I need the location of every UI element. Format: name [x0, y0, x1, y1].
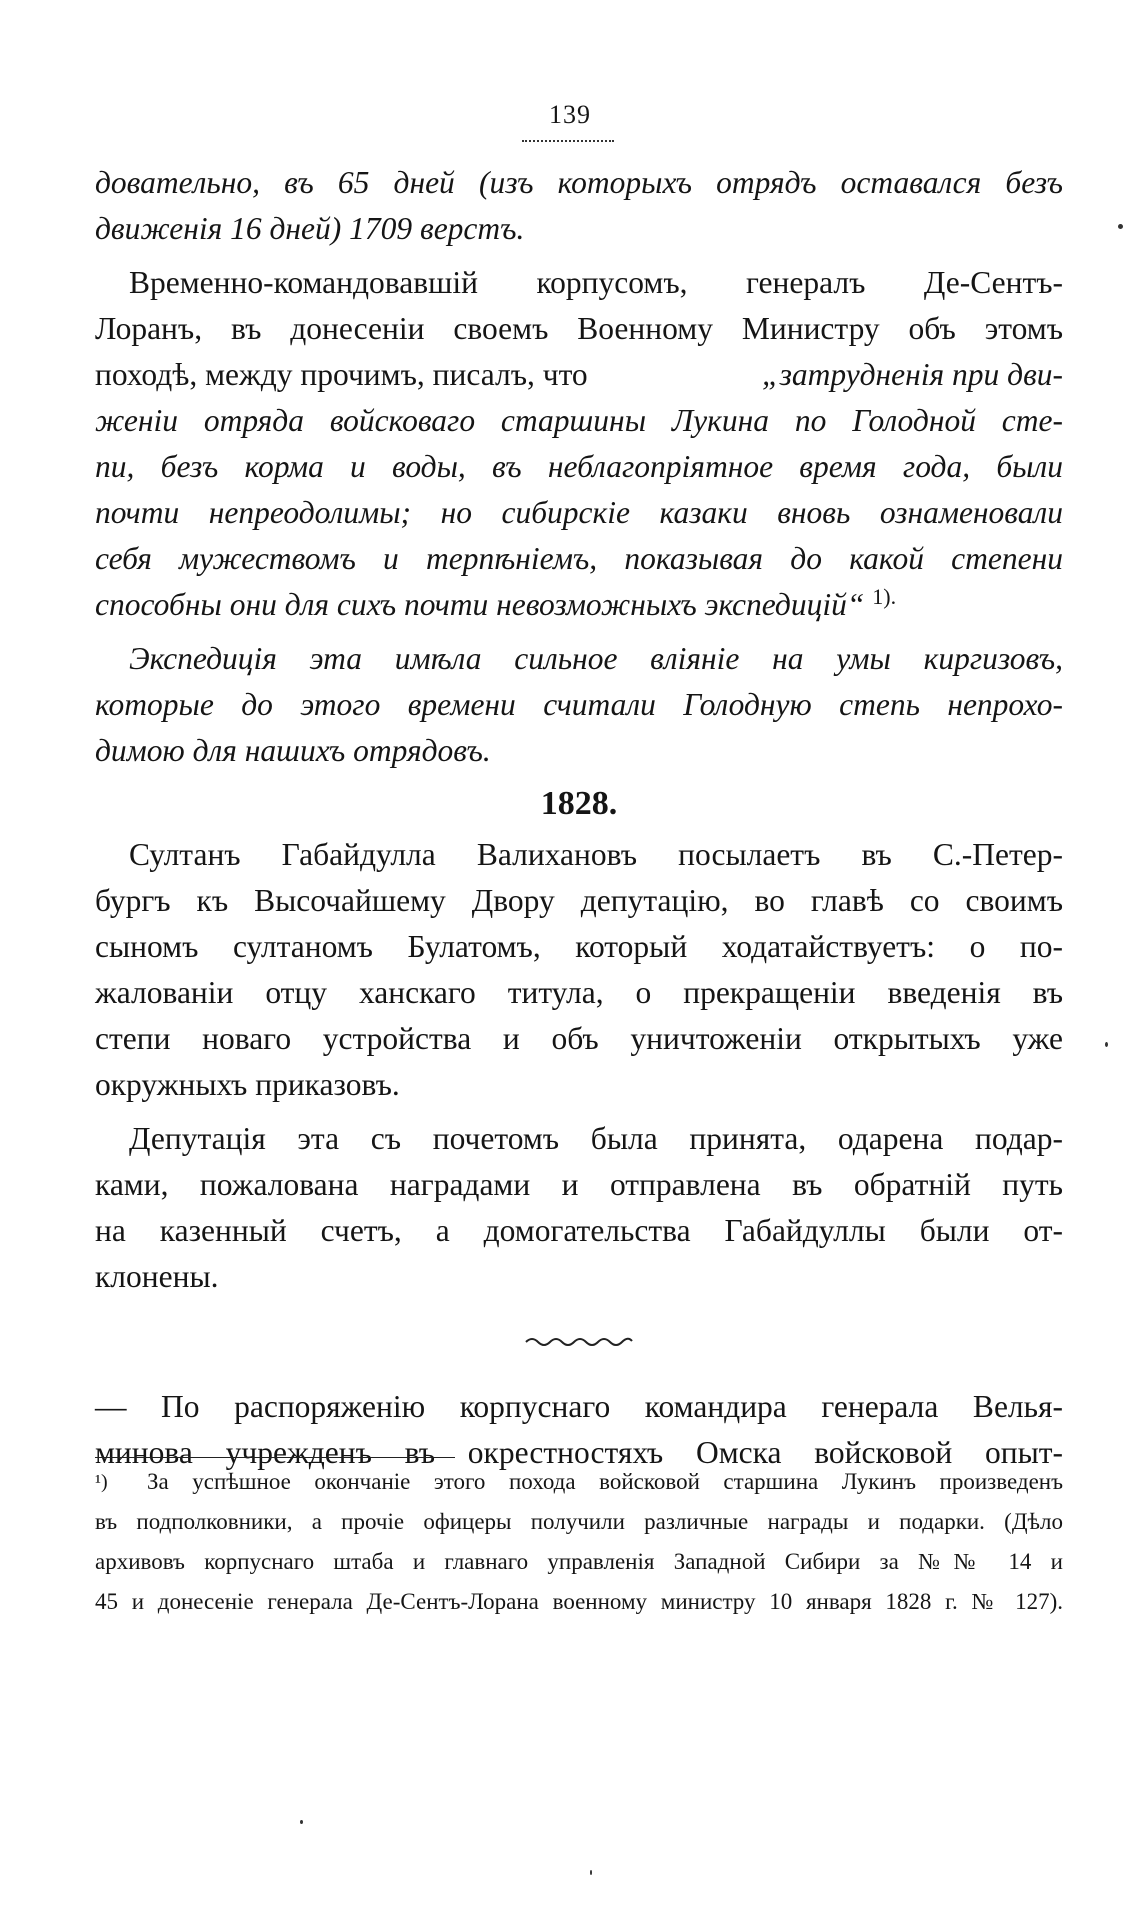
text-line: степи новаго устройства и объ уничтоженіи открытыхъ уже: [95, 1021, 1063, 1056]
footnote-line: архивовъ корпуснаго штаба и главнаго управленія Западной Сибири за №№ 14 и: [95, 1549, 1063, 1574]
quote-segment: способны они для сихъ почти невозможныхъ экспедицій“: [95, 587, 865, 622]
text-line: клонены.: [95, 1259, 219, 1294]
text-line: минова учрежденъ въ окрестностяхъ Омска войсковой опыт-: [95, 1435, 1063, 1470]
text-line: сыномъ султаномъ Булатомъ, который ходатайствуетъ: о по-: [95, 929, 1063, 964]
quote-segment: „затрудненія при дви-: [762, 357, 1063, 392]
text-line: димою для нашихъ отрядовъ.: [95, 733, 491, 768]
text-line: бургъ къ Высочайшему Двору депутацію, во главѣ со своимъ: [95, 883, 1063, 918]
text-line: жалованіи отцу ханскаго титула, о прекращеніи введенія въ: [95, 975, 1063, 1010]
footnote-line: въ подполковники, а прочіе офицеры получили различные награды и подарки. (Дѣло: [95, 1509, 1063, 1534]
text-line: Депутація эта съ почетомъ была принята, одарена подар-: [129, 1121, 1063, 1156]
text-line: [95, 352, 1063, 398]
paragraph-1: [95, 160, 1063, 252]
text-line: женіи отряда войсковаго старшины Лукина по Голодной сте-: [95, 403, 1063, 438]
year-heading: 1828.: [540, 785, 618, 822]
text-line: почти непреодолимы; но сибирскіе казаки вновь ознаменовали: [95, 495, 1063, 530]
text-line: Султанъ Габайдулла Валихановъ посылаетъ въ С.-Петер-: [129, 837, 1063, 872]
text-line: окружныхъ приказовъ.: [95, 1067, 400, 1102]
text-line: пи, безъ корма и воды, въ неблагопріятное время года, были: [95, 449, 1063, 484]
footnote-line: [95, 1462, 1063, 1502]
paragraph-3: [95, 636, 1063, 774]
page-body: [95, 160, 1063, 1476]
text-line: доватeльно, въ 65 дней (изъ которыхъ отрядъ оставался безъ: [95, 165, 1063, 200]
scan-speck: [300, 1820, 303, 1824]
page-number: 139: [549, 100, 591, 129]
footnote-ref: 1).: [872, 584, 897, 609]
footnote-line: 45 и донесеніе генерала Де-Сентъ-Лорана военному министру 10 января 1828 г. № 127).: [95, 1589, 1063, 1614]
paragraph-4: [95, 832, 1063, 1108]
paragraph-2: [95, 260, 1063, 628]
text-line: Экспедиція эта имѣла сильное вліяніе на умы киргизовъ,: [129, 641, 1063, 676]
wavy-divider-icon: [524, 1335, 634, 1347]
text-line: на казенный счетъ, а домогательства Габайдуллы были от-: [95, 1213, 1063, 1248]
text-line: Лоранъ, въ донесеніи своемъ Военному Министру объ этомъ: [95, 311, 1063, 346]
scan-speck: [590, 1870, 592, 1875]
footnote-text: За успѣшное окончаніе этого похода войсковой старшина Лукинъ произведенъ: [147, 1469, 1063, 1494]
text-line: — По распоряженію корпуснаго командира генерала Велья-: [95, 1389, 1063, 1424]
text-line: себя мужествомъ и терпѣніемъ, показывая до какой степени: [95, 541, 1063, 576]
footnote-rule: [95, 1457, 455, 1458]
text-line: Временно-командовавшій корпусомъ, генералъ Де-Сентъ-: [129, 265, 1063, 300]
scan-speck: [1118, 224, 1123, 229]
text-segment: походѣ, между прочимъ, писалъ, что: [95, 357, 588, 392]
scan-speck: [1105, 1042, 1108, 1047]
section-separator: [95, 1306, 1063, 1376]
page-number-rule: [522, 140, 614, 142]
footnote: [95, 1462, 1063, 1622]
text-line: которые до этого времени считали Голодную степь непрохо-: [95, 687, 1063, 722]
paragraph-5: [95, 1116, 1063, 1300]
text-line: ками, пожалована наградами и отправлена въ обратній путь: [95, 1167, 1063, 1202]
footnote-marker: ¹): [95, 1471, 108, 1493]
text-line: [95, 582, 1063, 628]
text-line: движенія 16 дней) 1709 верстъ.: [95, 211, 525, 246]
